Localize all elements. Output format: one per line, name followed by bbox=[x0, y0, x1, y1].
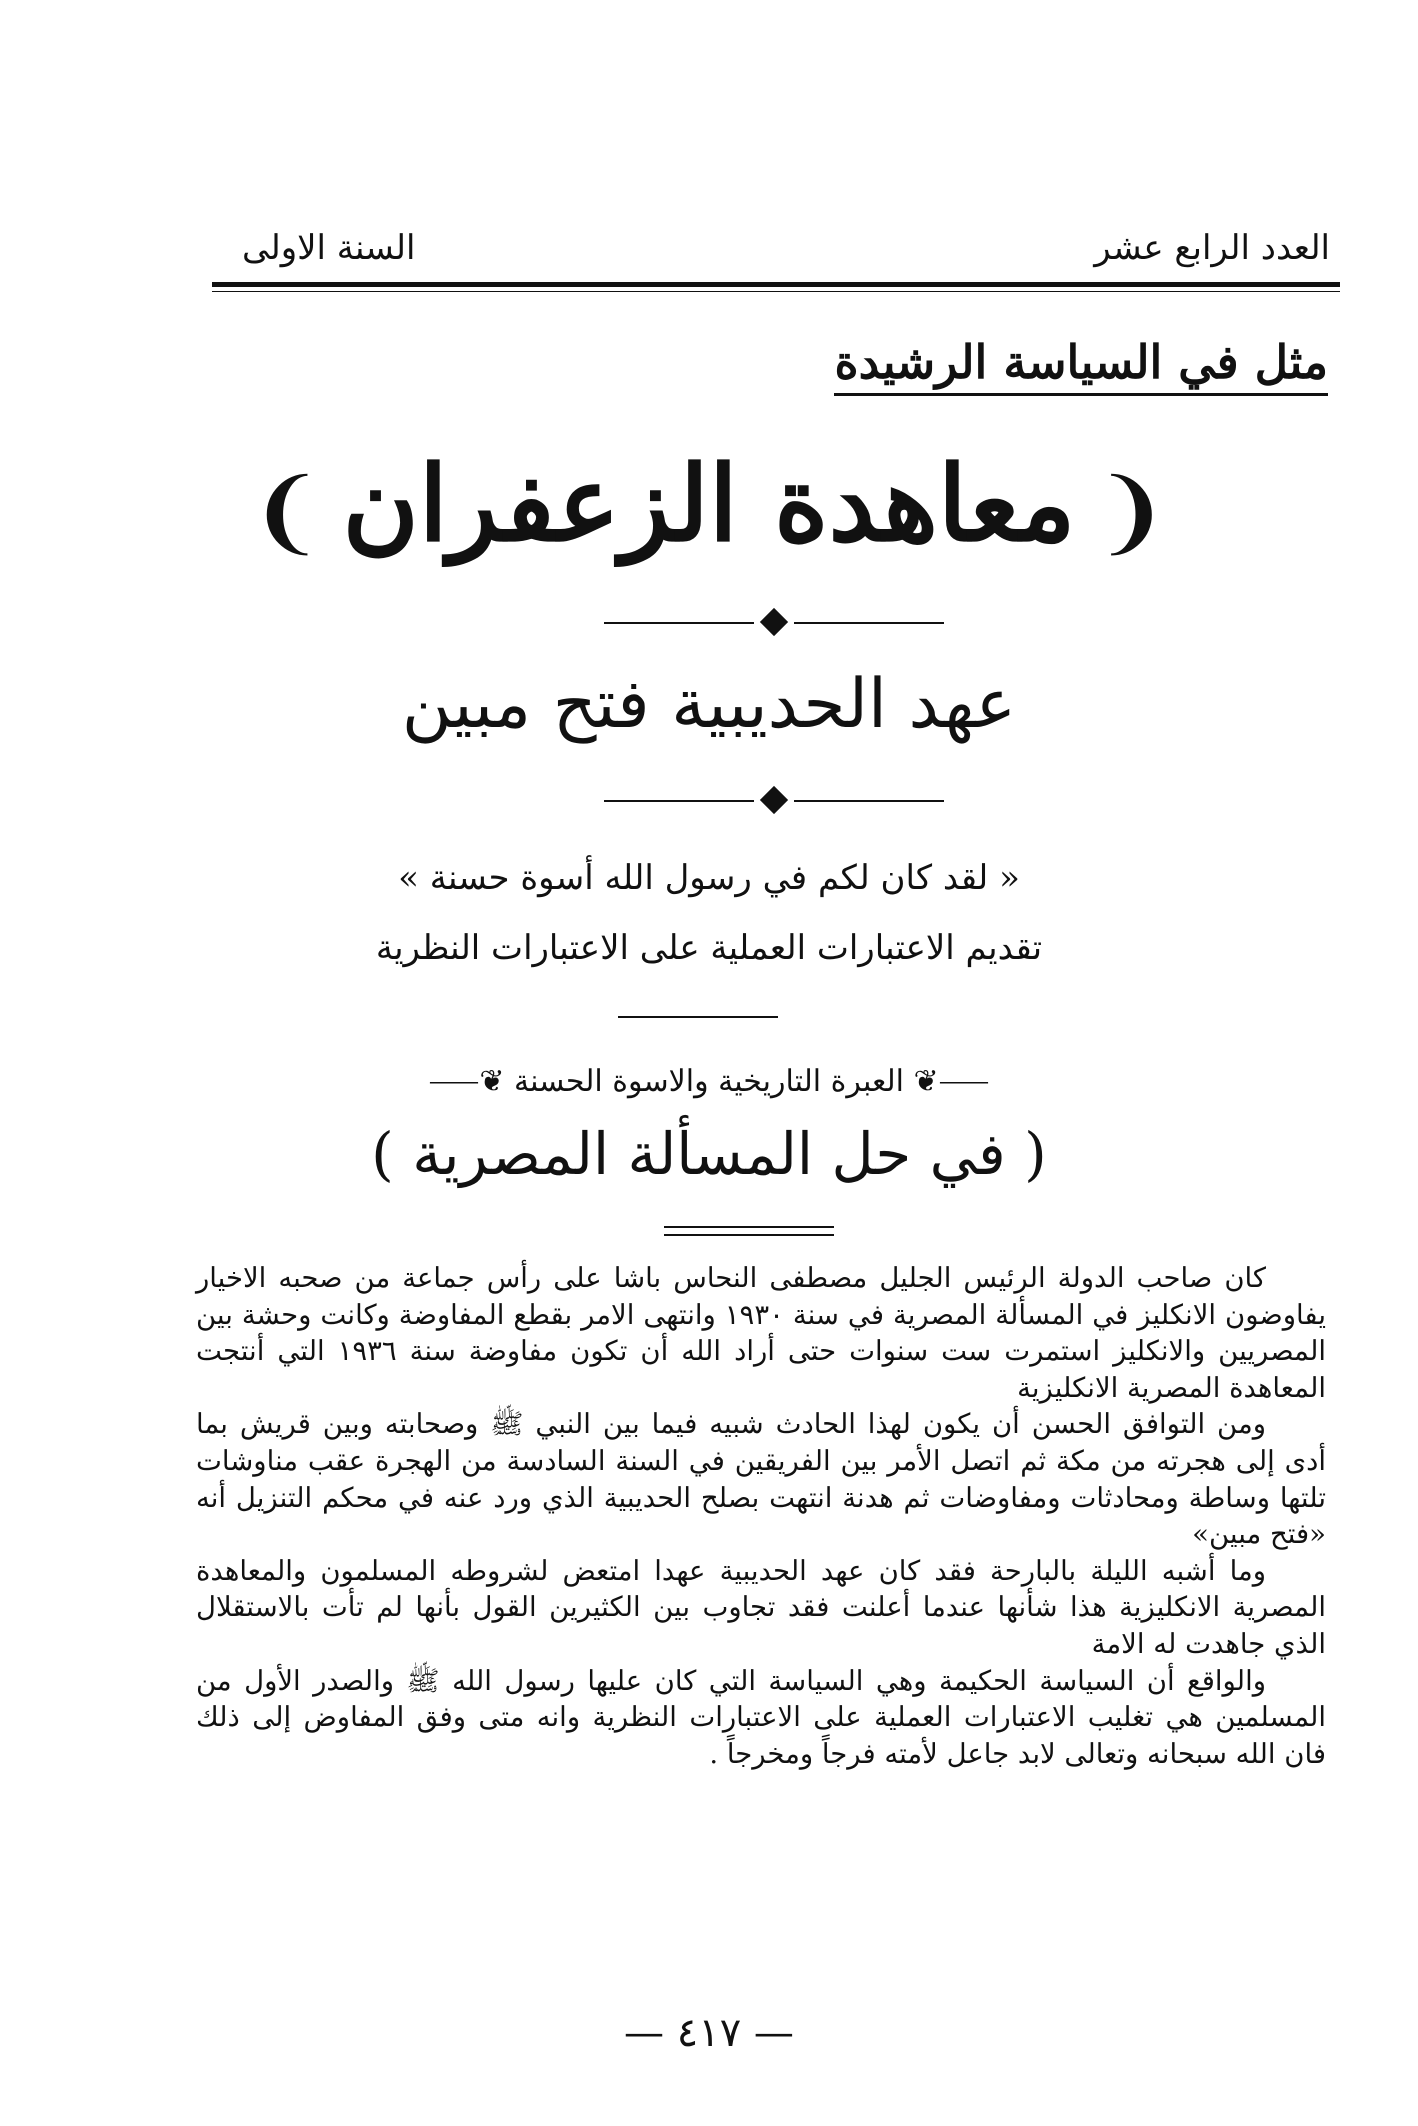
body-paragraph: والواقع أن السياسة الحكيمة وهي السياسة التي كان عليها رسول الله ﷺ والصدر الأول من المسلمين هي تغليب الاعتبارات العملية على الاعتبارات النظرية وانه متى وفق المفاوض إلى ذلك فان الله سبحانه وتعالى لابد جاعل لأمته فرجاً ومخرجاً . bbox=[196, 1664, 1326, 1770]
article-title: معاهدة الزعفران bbox=[342, 442, 1076, 565]
bracket-ornament-right-icon: ❨ bbox=[1093, 459, 1169, 565]
body-paragraph: وما أشبه الليلة بالبارحة فقد كان عهد الحديبية عهدا امتعض لشروطه المسلمون والمعاهدة المصرية الانكليزية هذا شأنها عندما أعلنت فقد تجاوب بين الكثيرين القول بأنها لم تأت بالاستقلال الذي جاهدت له الامة bbox=[196, 1554, 1326, 1660]
series-heading: مثل في السياسة الرشيدة bbox=[834, 335, 1328, 396]
article-body bbox=[196, 1260, 1326, 1772]
separator-line bbox=[794, 622, 944, 624]
header-rule-thick bbox=[212, 282, 1340, 287]
diamond-separator-2 bbox=[604, 786, 944, 816]
header-rule-thin bbox=[212, 291, 1340, 292]
lesson-heading: العبرة التاريخية والاسوة الحسنة bbox=[514, 1064, 904, 1099]
separator-line bbox=[604, 622, 754, 624]
flourish-right-icon: ⸺❦ bbox=[903, 1064, 990, 1099]
double-rule-bottom bbox=[664, 1234, 834, 1236]
diamond-separator-1 bbox=[604, 608, 944, 638]
body-paragraph: ومن التوافق الحسن أن يكون لهذا الحادث شبيه فيما بين النبي ﷺ وصحابته وبين قريش بما أدى إلى هجرته من مكة ثم اتصل الأمر بين الفريقين في السنة السادسة من الهجرة عقب مناوشات تلتها وساطة ومحادثات ومفاوضات ثم هدنة انتهت بصلح الحديبية الذي ورد عنه في محكم التنزيل أنه «فتح مبين» bbox=[196, 1408, 1326, 1551]
bracket-ornament-left-icon: ❩ bbox=[249, 459, 325, 565]
issue-number-label: العدد الرابع عشر bbox=[1094, 228, 1330, 268]
diamond-icon bbox=[760, 786, 788, 814]
diamond-icon bbox=[760, 608, 788, 636]
article-subtitle: عهد الحديبية فتح مبين bbox=[401, 665, 1017, 744]
separator-line bbox=[794, 800, 944, 802]
article-title-block bbox=[0, 442, 1418, 565]
double-rule-top bbox=[664, 1226, 834, 1228]
year-label: السنة الاولى bbox=[242, 228, 416, 268]
page-number: — ٤١٧ — bbox=[624, 2010, 794, 2056]
separator-line bbox=[604, 800, 754, 802]
short-rule bbox=[618, 1016, 778, 1018]
issue-heading: ( في حل المسألة المصرية ) bbox=[371, 1120, 1047, 1188]
intro-line: تقديم الاعتبارات العملية على الاعتبارات النظرية bbox=[375, 928, 1043, 968]
flourish-left-icon: ❦⸺ bbox=[428, 1064, 515, 1099]
lesson-heading-block bbox=[0, 1056, 1418, 1100]
quran-quote: « لقد كان لكم في رسول الله أسوة حسنة » bbox=[398, 858, 1020, 898]
body-paragraph: كان صاحب الدولة الرئيس الجليل مصطفى النحاس باشا على رأس جماعة من صحبه الاخيار يفاوضون الانكليز في المسألة المصرية في سنة ١٩٣٠ وانتهى الامر بقطع المفاوضة وكانت وحشة بين المصريين والانكليز استمرت ست سنوات حتى أراد الله أن تكون مفاوضة سنة ١٩٣٦ التي أنتجت المعاهدة المصرية الانكليزية bbox=[196, 1262, 1326, 1404]
